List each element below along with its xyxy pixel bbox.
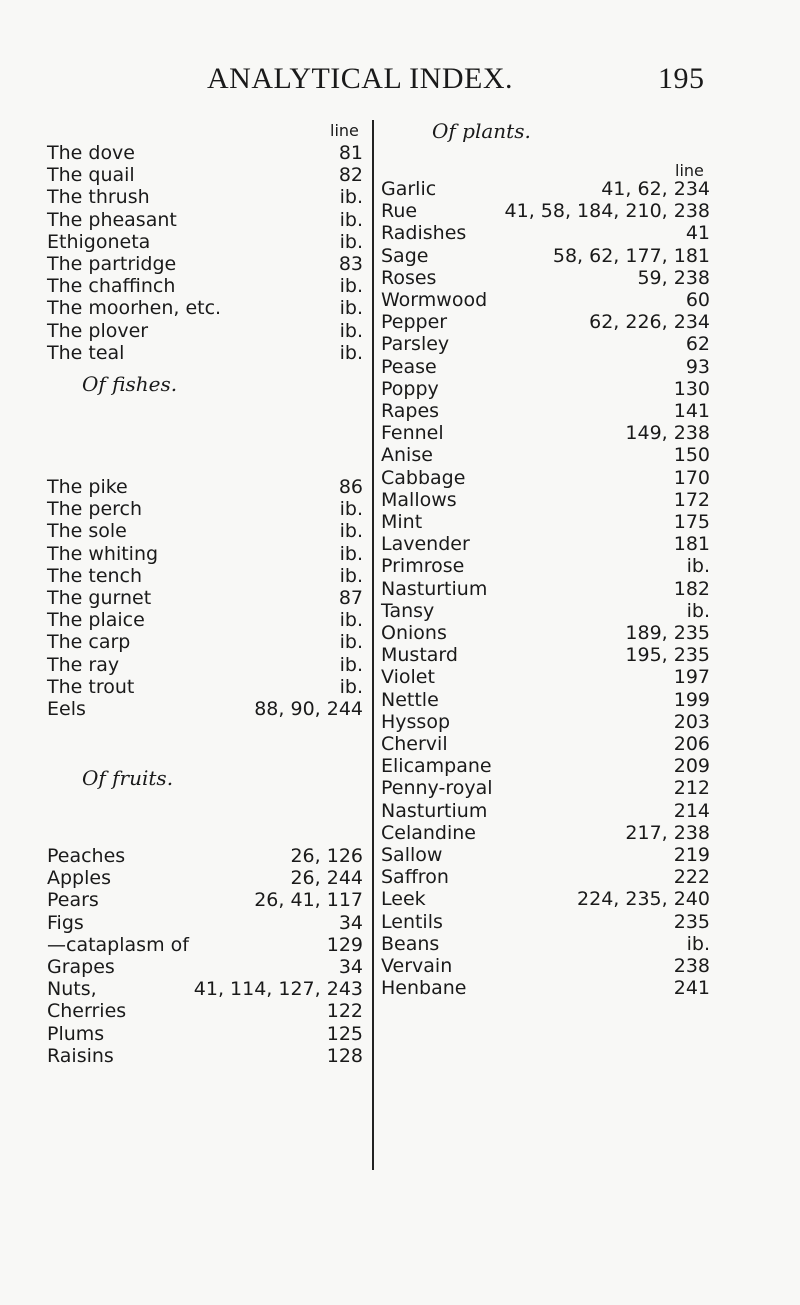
plants-heading: Of plants. [432,119,531,143]
index-entry [381,844,710,866]
entry-reference: 209 [673,755,710,778]
entry-reference: ib. [339,564,363,587]
entry-reference: 235 [673,910,710,933]
entry-name: Mint [381,511,423,533]
index-entry [381,888,710,910]
entry-reference: 26, 126 [290,845,363,867]
index-entry [47,186,363,208]
entry-reference: 34 [338,956,363,978]
page-title: ANALYTICAL INDEX. [207,62,513,95]
entry-name: The teal [47,341,125,364]
entry-reference: 41, 114, 127, 243 [193,978,363,1001]
entry-name: Pease [381,355,437,378]
index-entry [47,676,363,698]
entry-reference: 122 [326,1000,363,1023]
index-entry [47,275,363,297]
entry-reference: ib. [339,275,363,298]
index-entry [47,587,363,609]
entry-reference: ib. [339,341,363,364]
index-entry [381,689,710,711]
index-entry [47,520,363,542]
entry-name: The plover [47,319,149,342]
entry-name: The quail [47,164,135,187]
entry-reference: ib. [339,653,363,676]
entry-name: Pepper [381,311,448,334]
index-entry [381,267,710,289]
entry-name: Tansy [381,599,435,622]
entry-name: Beans [381,932,440,955]
entry-reference: ib. [339,520,363,543]
entry-name: Nuts, [47,978,97,1001]
entry-name: The ray [47,653,120,676]
index-entry [381,755,710,777]
entry-name: The perch [47,498,143,521]
index-entry [381,533,710,555]
entry-name: The pheasant [47,208,177,231]
entry-reference: 189, 235 [625,622,710,644]
entry-reference: ib. [686,932,710,955]
entry-name: Sallow [381,844,443,866]
index-entry [47,609,363,631]
entry-name: The trout [47,675,135,698]
entry-reference: 83 [338,253,363,275]
index-entry [47,867,363,889]
index-entry [381,555,710,577]
fruits-heading: Of fruits. [82,766,174,790]
entry-reference: 130 [673,377,710,400]
entry-reference: 181 [673,533,710,556]
index-entry [47,934,363,956]
entry-name: Radishes [381,222,467,245]
index-entry [381,866,710,888]
index-entry [47,845,363,867]
entry-name: Violet [381,666,435,689]
entry-reference: 217, 238 [625,821,710,844]
entry-name: Onions [381,622,447,644]
entry-name: Elicampane [381,755,492,778]
index-entry [381,733,710,755]
entry-reference: 125 [326,1022,363,1045]
index-entry [381,400,710,422]
index-entry [381,467,710,489]
entry-reference: 241 [673,977,710,1000]
index-entry [381,911,710,933]
entry-name: Eels [47,698,86,720]
entry-reference: 222 [673,866,710,889]
entry-reference: 26, 244 [290,867,363,890]
entry-name: Poppy [381,377,439,400]
index-entry [381,245,710,267]
entry-reference: ib. [339,230,363,253]
entry-reference: ib. [339,186,363,209]
index-entry [47,253,363,275]
entry-reference: 128 [326,1044,363,1067]
entry-name: The moorhen, etc. [47,297,222,320]
entry-name: The sole [47,520,127,543]
index-entry [47,231,363,253]
index-entry [47,1045,363,1067]
index-entry [381,666,710,688]
index-entry [381,800,710,822]
entry-reference: 203 [673,710,710,733]
index-entry [381,422,710,444]
entry-name: The tench [47,564,143,587]
entry-reference: 34 [338,911,363,934]
entry-reference: 206 [673,733,710,755]
entry-name: Parsley [381,333,450,356]
index-entry [381,444,710,466]
entry-reference: 199 [673,688,710,711]
entry-reference: ib. [339,319,363,342]
entry-name: —cataplasm of [47,933,189,956]
entry-reference: 150 [673,444,710,467]
entry-reference: 26, 41, 117 [254,889,363,912]
index-entry [47,320,363,342]
entry-name: Mallows [381,488,457,511]
entry-name: Cherries [47,1000,127,1023]
index-entry [381,822,710,844]
entry-reference: 41 [685,222,710,245]
entry-name: Peaches [47,845,126,867]
entry-name: Figs [47,911,84,934]
index-entry [381,289,710,311]
entry-name: Roses [381,266,437,289]
entry-reference: 170 [673,466,710,489]
entry-name: Rapes [381,400,440,422]
index-entry [47,543,363,565]
index-entry [47,498,363,520]
entry-name: Leek [381,888,426,911]
index-entry [381,622,710,644]
index-entry [47,889,363,911]
entry-reference: ib. [339,542,363,565]
entry-name: Apples [47,867,111,890]
index-entry [47,956,363,978]
entry-name: Pears [47,889,99,912]
entry-name: Mustard [381,644,458,667]
entry-name: Wormwood [381,289,488,311]
entry-name: The plaice [47,609,145,632]
entry-reference: 62, 226, 234 [589,311,710,334]
entry-reference: 141 [673,400,710,422]
entry-reference: 182 [673,577,710,600]
entry-name: Nasturtium [381,577,488,600]
entry-name: Lavender [381,533,470,556]
entry-reference: 88, 90, 244 [254,698,363,720]
entry-name: The dove [47,142,135,164]
entry-reference: ib. [339,609,363,632]
entry-reference: 41, 58, 184, 210, 238 [504,200,710,223]
entry-name: Grapes [47,956,115,978]
entry-reference: ib. [686,599,710,622]
entry-name: Cabbage [381,466,466,489]
entry-reference: ib. [339,631,363,654]
entry-name: Sage [381,244,429,267]
entry-reference: 238 [673,955,710,977]
index-entry [47,912,363,934]
page-number: 195 [658,62,705,95]
index-entry [381,644,710,666]
entry-reference: 93 [685,355,710,378]
index-entry [47,565,363,587]
index-entry [381,333,710,355]
entry-name: Fennel [381,422,444,445]
column-divider [372,120,374,1170]
entry-reference: 62 [685,333,710,356]
entry-name: Hyssop [381,710,451,733]
entry-reference: 87 [338,587,363,609]
index-entry [47,698,363,720]
index-entry [47,1023,363,1045]
index-entry [381,600,710,622]
index-entry [381,489,710,511]
page-header [0,62,800,102]
entry-reference: 60 [685,289,710,311]
entry-name: Saffron [381,866,449,889]
entry-name: The chaffinch [47,275,176,298]
line-column-label: line [675,161,704,180]
index-entry [381,955,710,977]
entry-reference: 82 [338,164,363,187]
index-entry [381,378,710,400]
entry-name: Garlic [381,178,437,200]
index-entry [47,476,363,498]
entry-name: Chervil [381,733,448,755]
entry-reference: 58, 62, 177, 181 [552,244,710,267]
entry-name: Nettle [381,688,439,711]
line-column-label: line [330,121,359,140]
entry-reference: ib. [686,555,710,578]
entry-name: The whiting [47,542,159,565]
index-entry [47,164,363,186]
entry-reference: 129 [326,933,363,956]
entry-name: The partridge [47,253,177,275]
entry-name: Penny-royal [381,777,493,800]
entry-reference: 81 [338,142,363,164]
entry-reference: 175 [673,511,710,533]
entry-name: Raisins [47,1044,114,1067]
entry-reference: 86 [338,476,363,498]
index-entry [381,200,710,222]
index-entry [47,654,363,676]
entry-name: Lentils [381,910,443,933]
entry-name: Ethigoneta [47,230,151,253]
entry-name: Rue [381,200,418,223]
index-entry [47,631,363,653]
index-entry [381,356,710,378]
entry-reference: 212 [673,777,710,800]
entry-reference: ib. [339,208,363,231]
index-entry [47,1000,363,1022]
entry-reference: 149, 238 [625,422,710,445]
index-entry [381,777,710,799]
entry-reference: 197 [673,666,710,689]
index-entry [47,297,363,319]
entry-name: The thrush [47,186,150,209]
index-entry [381,933,710,955]
entry-reference: ib. [339,498,363,521]
entry-name: Nasturtium [381,799,488,822]
index-entry [381,711,710,733]
index-entry [381,222,710,244]
entry-name: Plums [47,1022,105,1045]
index-entry [381,977,710,999]
index-entry [381,511,710,533]
index-entry [47,209,363,231]
index-entry [381,578,710,600]
entry-name: Henbane [381,977,467,1000]
entry-name: Vervain [381,955,453,977]
index-entry [47,142,363,164]
entry-reference: ib. [339,675,363,698]
entry-reference: 195, 235 [625,644,710,667]
entry-name: Celandine [381,821,476,844]
entry-reference: 41, 62, 234 [601,178,710,200]
entry-name: Anise [381,444,433,467]
entry-reference: 59, 238 [637,266,710,289]
index-entry [47,978,363,1000]
index-entry [381,311,710,333]
entry-reference: 172 [673,488,710,511]
entry-name: The carp [47,631,131,654]
entry-name: Primrose [381,555,465,578]
entry-reference: 214 [673,799,710,822]
index-entry [381,178,710,200]
entry-reference: 224, 235, 240 [577,888,710,911]
fishes-heading: Of fishes. [82,372,178,396]
entry-name: The pike [47,476,128,498]
index-entry [47,342,363,364]
entry-reference: ib. [339,297,363,320]
entry-name: The gurnet [47,587,152,609]
entry-reference: 219 [673,844,710,866]
